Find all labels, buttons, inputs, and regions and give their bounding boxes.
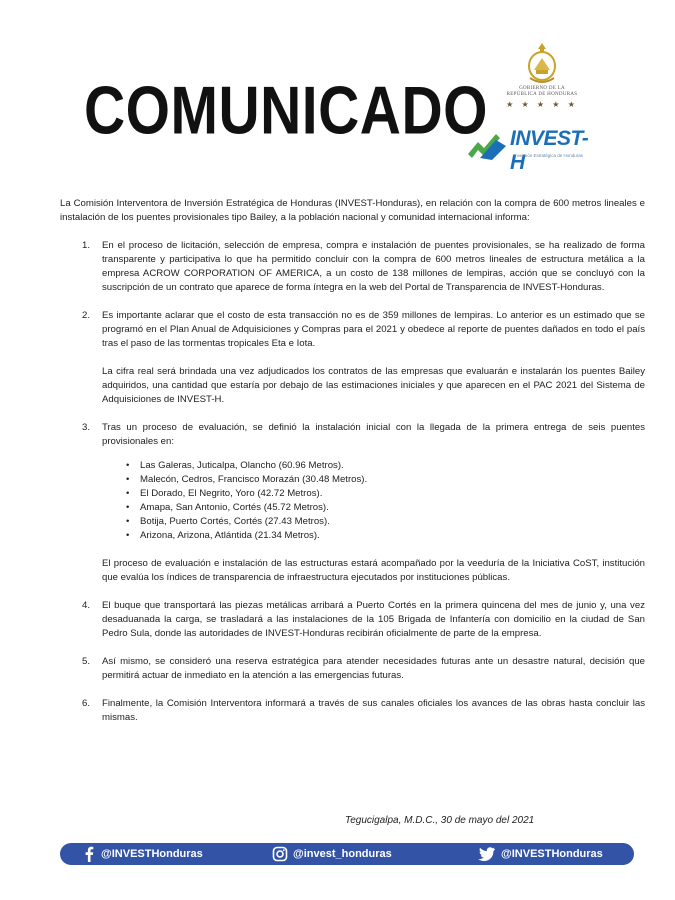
bridge-site: • Malecón, Cedros, Francisco Morazán (30.48 Metros). bbox=[126, 473, 645, 487]
point-text-continued: El proceso de evaluación e instalación de las estructuras estará acompañado por la veeduría de la Iniciativa CoST, institución que evalúa los índices de transparencia de infraestructura ejecutados por instituciones públicas. bbox=[102, 558, 645, 583]
facebook-handle[interactable] bbox=[82, 846, 203, 862]
bridge-site: • Amapa, San Antonio, Cortés (45.72 Metros). bbox=[126, 501, 645, 515]
invest-h-logo bbox=[466, 124, 596, 174]
intro-paragraph: La Comisión Interventora de Inversión Estratégica de Honduras (INVEST-Honduras), en relación con la compra de 600 metros lineales e instalación de los puentes provisionales tipo Bailey, a la población nacional y comunidad internacional informa: bbox=[60, 198, 645, 223]
point-number: 5. bbox=[82, 656, 91, 667]
statement-body bbox=[60, 197, 645, 725]
seal-stars: ★ ★ ★ ★ ★ bbox=[506, 100, 578, 109]
bridge-sites-list bbox=[102, 459, 645, 543]
point-number: 3. bbox=[82, 422, 91, 433]
point-text: Así mismo, se consideró una reserva estratégica para atender necesidades futuras ante un desastre natural, decisión que permitirá actuar de inmediato en la atención a las emergencias futuras. bbox=[102, 656, 645, 681]
point-item bbox=[60, 239, 645, 295]
twitter-icon bbox=[478, 846, 496, 862]
point-text: El buque que transportará las piezas metálicas arribará a Puerto Cortés en la primera quincena del mes de junio y, una vez desaduanada la carga, se trasladará a las instalaciones de la 105 Brigada de Infantería con domicilio en la ciudad de San Pedro Sula, donde las autoridades de INVEST-Honduras recibirán oficialmente de parte de la empresa. bbox=[102, 600, 645, 639]
social-footer bbox=[60, 843, 634, 865]
point-number: 6. bbox=[82, 698, 91, 709]
point-number: 2. bbox=[82, 310, 91, 321]
bridge-site: • Arizona, Arizona, Atlántida (21.34 Metros). bbox=[126, 529, 645, 543]
invest-h-mark-icon bbox=[466, 128, 510, 162]
twitter-handle[interactable] bbox=[478, 846, 603, 862]
point-item bbox=[60, 599, 645, 641]
instagram-icon bbox=[272, 846, 288, 862]
place-date-signature: Tegucigalpa, M.D.C., 30 de mayo del 2021 bbox=[345, 815, 535, 826]
logo-name: INVEST-H bbox=[510, 127, 589, 174]
point-item bbox=[60, 655, 645, 683]
government-seal bbox=[496, 40, 588, 109]
point-number: 4. bbox=[82, 600, 91, 611]
seal-line-1: GOBIERNO DE LA bbox=[519, 86, 565, 91]
instagram-handle-text: @invest_honduras bbox=[293, 848, 392, 860]
points-list bbox=[60, 239, 645, 725]
point-item bbox=[60, 309, 645, 407]
point-text-continued: La cifra real será brindada una vez adjudicados los contratos de las empresas que evaluarán e instalarán los puentes Bailey adquiridos, una cantidad que estaría por debajo de las estimaciones iniciales y que aparecen en el PAC 2021 del Sistema de Adquisiciones de INVEST-H. bbox=[102, 366, 645, 405]
seal-line-2: REPÚBLICA DE HONDURAS bbox=[506, 92, 578, 97]
bridge-site: • Botija, Puerto Cortés, Cortés (27.43 Metros). bbox=[126, 515, 645, 529]
facebook-icon bbox=[82, 846, 96, 862]
coat-of-arms-icon bbox=[524, 40, 560, 86]
page-title: COMUNICADO bbox=[84, 73, 488, 149]
point-text: En el proceso de licitación, selección de empresa, compra e instalación de puentes provisionales, se ha realizado de forma transparente y participativa lo que ha permitido concluir con la compra de 600 metros lineales de estructura metálica a la empresa ACROW CORPORATION OF AMERICA, a un costo de 138 millones de lempiras, acción que se concluyó con la suscripción de un contrato que aparece de forma íntegra en la web del Portal de Transparencia de INVEST-Honduras. bbox=[102, 240, 645, 293]
bridge-site: • Las Galeras, Juticalpa, Olancho (60.96 Metros). bbox=[126, 459, 645, 473]
point-text: Finalmente, la Comisión Interventora informará a través de sus canales oficiales los avances de las obras hasta concluir las mismas. bbox=[102, 698, 645, 723]
point-item bbox=[60, 697, 645, 725]
twitter-handle-text: @INVESTHonduras bbox=[501, 848, 603, 860]
point-text: Es importante aclarar que el costo de esta transacción no es de 359 millones de lempiras. Lo anterior es un estimado que se programó en el Plan Anual de Adquisiciones y Compras para el 2021 y obedece al reporte de puentes dañados en todo el país tras el paso de las tormentas tropicales Eta e Iota. bbox=[102, 310, 645, 349]
point-text: Tras un proceso de evaluación, se definió la instalación inicial con la llegada de la primera entrega de seis puentes provisionales en: bbox=[102, 422, 645, 447]
facebook-handle-text: @INVESTHonduras bbox=[101, 848, 203, 860]
bridge-site: • El Dorado, El Negrito, Yoro (42.72 Metros). bbox=[126, 487, 645, 501]
point-number: 1. bbox=[82, 240, 91, 251]
point-item bbox=[60, 421, 645, 585]
instagram-handle[interactable] bbox=[272, 846, 392, 862]
logo-subtitle: Inversión Estratégica de Honduras bbox=[514, 153, 584, 158]
